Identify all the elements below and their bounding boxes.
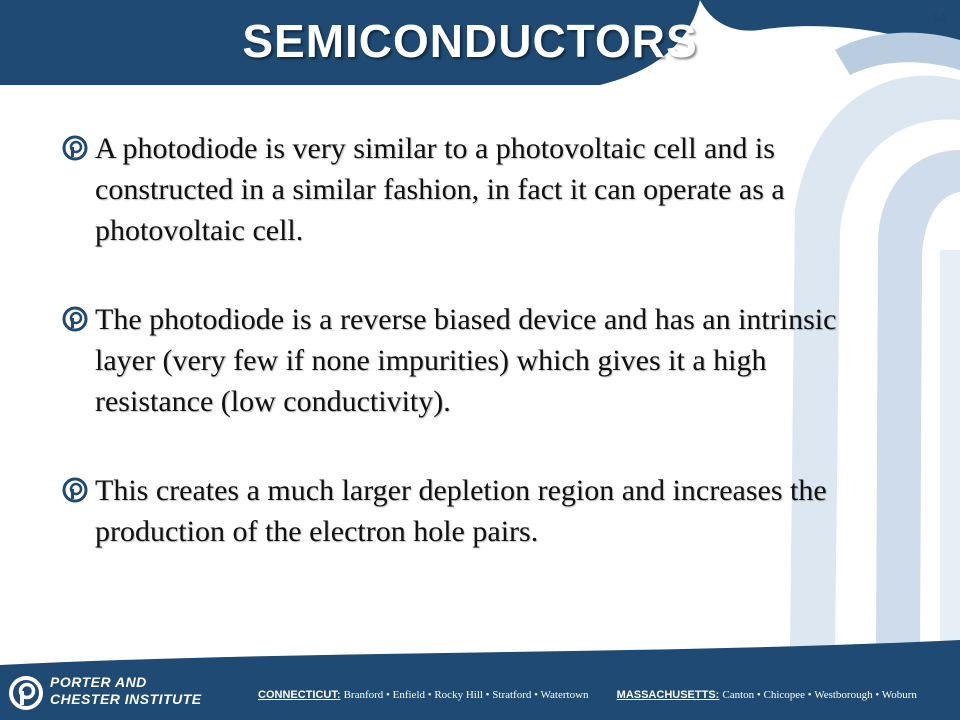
brand-line-1: PORTER AND [50,674,147,690]
porter-chester-p-icon [62,306,88,332]
bullet-item [62,299,862,422]
footer-locations [258,689,950,701]
ct-towns: Branford • Enfield • Rocky Hill • Stratford • Watertown [343,689,589,701]
bullet-text: A photodiode is very similar to a photovoltaic cell and is constructed in a similar fashion, in fact it can operate as a photovoltaic cell. [95,132,785,247]
ma-label: MASSACHUSETTS: [616,689,720,701]
bullet-text: This creates a much larger depletion region and increases the production of the electron hole pairs. [95,474,827,548]
porter-chester-logo-icon [8,675,44,711]
ct-label: CONNECTICUT: [258,689,341,701]
slide-number: 14 [931,10,946,25]
bullet-list [62,128,862,600]
porter-chester-p-icon [62,135,88,161]
bullet-item [62,128,862,251]
bullet-text: The photodiode is a reverse biased device and has an intrinsic layer (very few if none impurities) which gives it a high resistance (low conductivity). [95,303,837,418]
watermark-bar [940,250,960,650]
footer-bar [0,665,960,720]
footer-brand [50,674,202,708]
porter-chester-p-icon [62,477,88,503]
slide-title: SEMICONDUCTORS [242,15,698,67]
bullet-item [62,470,862,552]
brand-line-2: CHESTER INSTITUTE [50,691,202,707]
ma-towns: Canton • Chicopee • Westborough • Woburn [722,689,917,701]
